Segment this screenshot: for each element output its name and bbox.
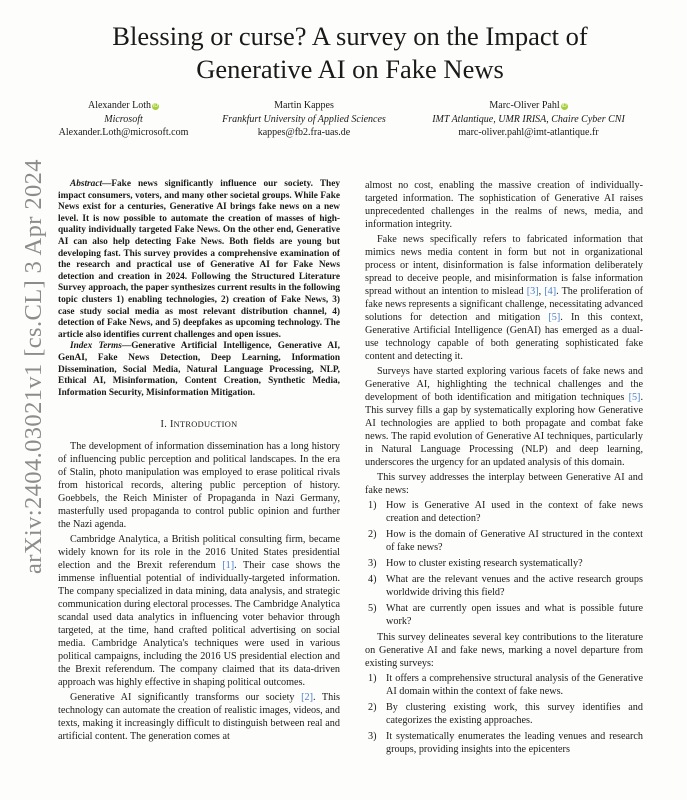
list-item <box>365 499 643 525</box>
list-number: 2) <box>368 529 377 540</box>
citation-link[interactable]: [5] <box>628 392 641 403</box>
intro-paragraph-2 <box>58 533 340 689</box>
author-email: Alexander.Loth@microsoft.com <box>58 127 189 138</box>
orcid-icon[interactable]: iD <box>561 103 567 109</box>
author-name: Martin Kappes <box>274 100 334 111</box>
list-text: What are currently open issues and what is possible future work? <box>386 603 643 627</box>
abstract <box>58 179 340 341</box>
paragraph-text: Surveys have started exploring various facets of fake news and Generative AI, highlighting the technical challenges and the development of both identification and mitigation techniques <box>365 366 643 403</box>
list-number: 5) <box>368 603 377 614</box>
right-column <box>365 179 643 759</box>
list-item <box>365 602 643 628</box>
citation-link[interactable]: [2] <box>301 692 313 704</box>
paragraph-text: . The proliferation of fake news represents a significant challenge, necessitating advanced solutions for detection and mitigation <box>365 286 643 323</box>
list-item <box>365 528 643 554</box>
list-text: How to cluster existing research systematically? <box>386 558 583 569</box>
list-item <box>365 730 643 756</box>
orcid-icon[interactable]: iD <box>152 103 159 109</box>
research-questions-list <box>365 499 643 628</box>
list-number: 4) <box>368 574 377 585</box>
section-numeral: I. <box>160 419 168 431</box>
paragraph-text: Cambridge Analytica, a British political consulting firm, became widely known for its role in the 2016 United States presidential election and the Brexit referendum <box>58 534 340 572</box>
abstract-text: —Fake news significantly influence our society. They impact consumers, voters, and many other societal groups. While Fake News exist for a centuries, Generative AI brings fake news on a new level. It is now possible to automate the creation of masses of high-quality individually targeted Fake News. On the other end, Generative AI can also help detecting Fake News. Both fields are young but developing fast. This survey provides a comprehensive examination of the research and practical use of Generative AI for Fake News detection and creation in 2024. Following the Structured Literature Survey approach, the paper synthesizes current results in the following topic clusters 1) enabling technologies, 2) creation of Fake News, 3) case study social media as most relevant distribution channel, 4) detection of Fake News, and 5) deepfakes as upcoming technology. The article also identifies current challenges and open issues. <box>58 179 340 340</box>
list-number: 2) <box>368 702 377 713</box>
author-1 <box>58 99 189 140</box>
author-email: kappes@fb2.fra-uas.de <box>257 127 351 138</box>
author-name: Alexander Loth <box>87 100 152 111</box>
citation-link[interactable]: [3] <box>526 286 539 297</box>
right-paragraph-1: almost no cost, enabling the massive creation of individually-targeted information. The sophistication of Generative AI raises unprecedented challenges in the realms of news, media, and information integrity. <box>365 180 643 230</box>
list-text: By clustering existing work, this survey identifies and categorizes the existing approaches. <box>386 702 643 726</box>
list-text: What are the relevant venues and the active research groups worldwide driving this field? <box>386 574 643 598</box>
list-number: 3) <box>368 731 377 742</box>
list-item <box>365 573 643 599</box>
citation-link[interactable]: [5] <box>548 312 561 323</box>
list-number: 3) <box>368 558 377 569</box>
paper-title: Blessing or curse? A survey on the Impact of Generative AI on Fake News <box>112 21 588 84</box>
arxiv-identifier: arXiv:2404.03021v1 [cs.CL] 3 Apr 2024 <box>20 159 47 574</box>
left-column <box>58 179 340 743</box>
paragraph-text: . This survey fills a gap by systematically exploring how Generative AI technologies are applied to both propagate and combat fake news. The rapid evolution of Generative AI techniques, particularly in Natural Language Processing (NLP) and deep learning, underscores the urgency for an updated analysis of this domain. <box>365 392 643 468</box>
list-item <box>365 672 643 698</box>
author-name: Marc-Oliver Pahl <box>489 100 560 111</box>
list-item <box>365 557 643 570</box>
paragraph-text: . Their case shows the immense influential potential of individually-targeted information. The company specialized in data mining, data analysis, and strategic communication during electoral processes. The Cambridge Analytica scandal used data analytics in influencing voter behavior through targeted, at the time, hand crafted political advertising on social media. Cambridge Analytica's techniques were used in various political campaigns, including the 2016 US presidential election and the Brexit referendum. The company claimed that its data-driven approach was highly effective in shaping political outcomes. <box>58 560 341 689</box>
contributions-list <box>365 672 643 756</box>
abstract-label: Abstract <box>70 179 103 189</box>
index-terms-label: Index Terms <box>70 341 122 352</box>
author-affiliation: IMT Atlantique, UMR IRISA, Chaire Cyber CNI <box>432 113 625 125</box>
list-number: 1) <box>368 673 377 684</box>
paragraph-text: Fake news specifically refers to fabricated information that mimics news media content in form but not in organizational process or intent, disinformation is false information deliberately spread to deceive people, and misinformation is false information spread without an intention to mislead <box>365 234 643 297</box>
paragraph-text: . This technology can automate the creation of realistic images, videos, and texts, making it increasingly difficult to distinguish between real and artificial content. The generation comes at <box>58 692 340 743</box>
right-paragraph-4: This survey addresses the interplay between Generative AI and fake news: <box>365 472 643 496</box>
author-affiliation: Frankfurt University of Applied Sciences <box>222 113 386 125</box>
citation-link[interactable]: [1] <box>222 560 235 572</box>
right-paragraph-3 <box>365 365 643 469</box>
paragraph-text: , <box>538 286 545 297</box>
paragraph-text: . In this context, Generative Artificial Intelligence (GenAI) has emerged as a dual-use technology capable of both generating sophisticated fake content and detecting it. <box>365 312 643 362</box>
author-affiliation: Microsoft <box>104 113 143 125</box>
section-title-rest: NTRODUCTION <box>173 420 238 430</box>
section-title-first: I <box>169 419 174 431</box>
citation-link[interactable]: [4] <box>544 286 557 297</box>
index-terms-text: —Generative Artificial Intelligence, Generative AI, GenAI, Fake News Detection, Deep Learning, Information Dissemination, Social Media, Natural Language Processing, NLP, Ethical AI, Misinformation, Content Creation, Synthetic Media, Information Security, Misinformation Mitigation. <box>58 341 340 398</box>
list-number: 1) <box>368 500 377 511</box>
list-text: How is Generative AI used in the context of fake news creation and detection? <box>386 500 643 524</box>
section-heading-introduction <box>58 418 340 431</box>
right-paragraph-5: This survey delineates several key contributions to the literature on Generative AI and fake news, marking a novel departure from existing surveys: <box>365 632 643 669</box>
paragraph-text: Generative AI significantly transforms our society <box>70 692 302 704</box>
author-3 <box>404 99 653 140</box>
intro-paragraph-3 <box>58 691 340 743</box>
author-2 <box>206 99 402 140</box>
right-paragraph-2 <box>365 233 643 363</box>
author-email: marc-oliver.pahl@imt-atlantique.fr <box>458 127 599 138</box>
intro-paragraph-1: The development of information dissemination has a long history of influencing public perception and political landscapes. In the era of Stalin, photo manipulation was employed to erase political rivals from historical records, altering public perception of history. Goebbels, the Reich Minister of Propaganda in Nazi Germany, masterfully used propaganda to control public opinion and further the Nazi agenda. <box>58 441 340 531</box>
list-item <box>365 701 643 727</box>
list-text: It offers a comprehensive structural analysis of the Generative AI domain within the context of fake news. <box>386 673 643 697</box>
list-text: It systematically enumerates the leading venues and research groups, providing insights into the epicenters <box>386 731 643 755</box>
list-text: How is the domain of Generative AI structured in the context of fake news? <box>386 529 643 553</box>
index-terms <box>58 341 340 399</box>
